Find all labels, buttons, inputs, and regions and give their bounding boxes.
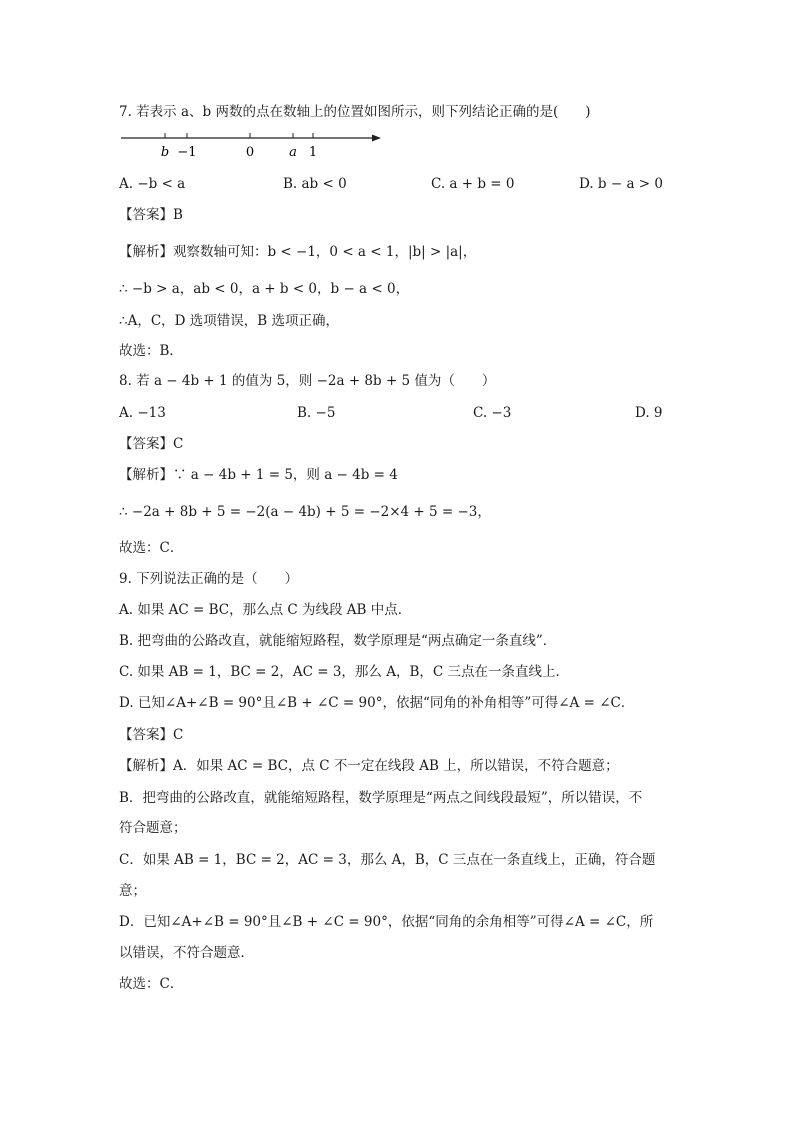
q7-answer: 【答案】B bbox=[119, 207, 183, 223]
q9-analysis-line-2: B．把弯曲的公路改直，就能缩短路程，数学原理是“两点之间线段最短”，所以错误，不 bbox=[119, 790, 643, 806]
q8-option-c: C. −3 bbox=[473, 405, 512, 421]
q9-analysis-line-7: 以错误，不符合题意． bbox=[119, 945, 254, 961]
q8-analysis-line-2: ∴ −2a + 8b + 5 = −2(a − 4b) + 5 = −2×4 + 5 = −3， bbox=[119, 504, 491, 520]
q9-answer: 【答案】C bbox=[119, 727, 184, 743]
q8-answer: 【答案】C bbox=[119, 436, 184, 452]
q9-stem: 9. 下列说法正确的是（ ） bbox=[119, 571, 299, 587]
q8-stem: 8. 若 a − 4b + 1 的值为 5，则 −2a + 8b + 5 值为（ ） bbox=[119, 373, 496, 389]
q8-option-d: D. 9 bbox=[635, 405, 663, 421]
label-zero: 0 bbox=[245, 145, 255, 160]
label-minus-one: −1 bbox=[177, 145, 197, 160]
q9-option-d: D. 已知∠A+∠B = 90°且∠B + ∠C = 90°，依据“同角的补角相等”可得∠A = ∠C． bbox=[119, 695, 635, 711]
q9-option-b: B. 把弯曲的公路改直，就能缩短路程，数学原理是“两点确定一条直线”． bbox=[119, 633, 557, 649]
q8-option-b: B. −5 bbox=[297, 405, 336, 421]
label-one: 1 bbox=[308, 145, 318, 160]
label-b: b bbox=[160, 145, 170, 160]
q7-option-a: A. −b < a bbox=[119, 176, 186, 192]
q7-option-c: C. a + b = 0 bbox=[431, 176, 515, 192]
q8-analysis-line-3: 故选：C． bbox=[119, 540, 184, 556]
q7-analysis-line-4: 故选：B． bbox=[119, 343, 183, 359]
q7-analysis-line-2: ∴ −b > a，ab < 0，a + b < 0，b − a < 0， bbox=[119, 281, 410, 297]
q9-analysis-line-4: C．如果 AB = 1，BC = 2，AC = 3，那么 A，B，C 三点在一条直线上，正确，符合题 bbox=[119, 852, 656, 868]
q9-analysis-line-1: 【解析】A．如果 AC = BC，点 C 不一定在线段 AB 上，所以错误，不符合题意； bbox=[119, 758, 619, 774]
q7-analysis-line-3: ∴A，C，D 选项错误，B 选项正确， bbox=[119, 313, 339, 329]
q7-analysis-line-1: 【解析】观察数轴可知：b < −1，0 < a < 1，|b| > |a|， bbox=[119, 244, 477, 260]
q7-stem: 7. 若表示 a、b 两数的点在数轴上的位置如图所示，则下列结论正确的是( ) bbox=[119, 104, 591, 120]
number-line-figure bbox=[119, 128, 389, 162]
q7-option-d: D. b − a > 0 bbox=[579, 176, 663, 192]
q9-analysis-line-5: 意； bbox=[119, 883, 146, 899]
q9-analysis-line-3: 符合题意； bbox=[119, 820, 187, 836]
q8-option-a: A. −13 bbox=[119, 405, 166, 421]
q9-analysis-line-6: D．已知∠A+∠B = 90°且∠B + ∠C = 90°，依据“同角的余角相等”可得∠A = ∠C，所 bbox=[119, 914, 654, 930]
q9-analysis-line-8: 故选：C． bbox=[119, 976, 184, 992]
label-a: a bbox=[289, 145, 297, 160]
q9-option-c: C. 如果 AB = 1，BC = 2，AC = 3，那么 A，B，C 三点在一条直线上． bbox=[119, 664, 570, 680]
number-line-arrow bbox=[372, 135, 381, 142]
q9-option-a: A. 如果 AC = BC，那么点 C 为线段 AB 中点． bbox=[119, 602, 412, 618]
q8-analysis-line-1: 【解析】∵ a − 4b + 1 = 5，则 a − 4b = 4 bbox=[119, 467, 398, 483]
q7-option-b: B. ab < 0 bbox=[283, 176, 347, 192]
